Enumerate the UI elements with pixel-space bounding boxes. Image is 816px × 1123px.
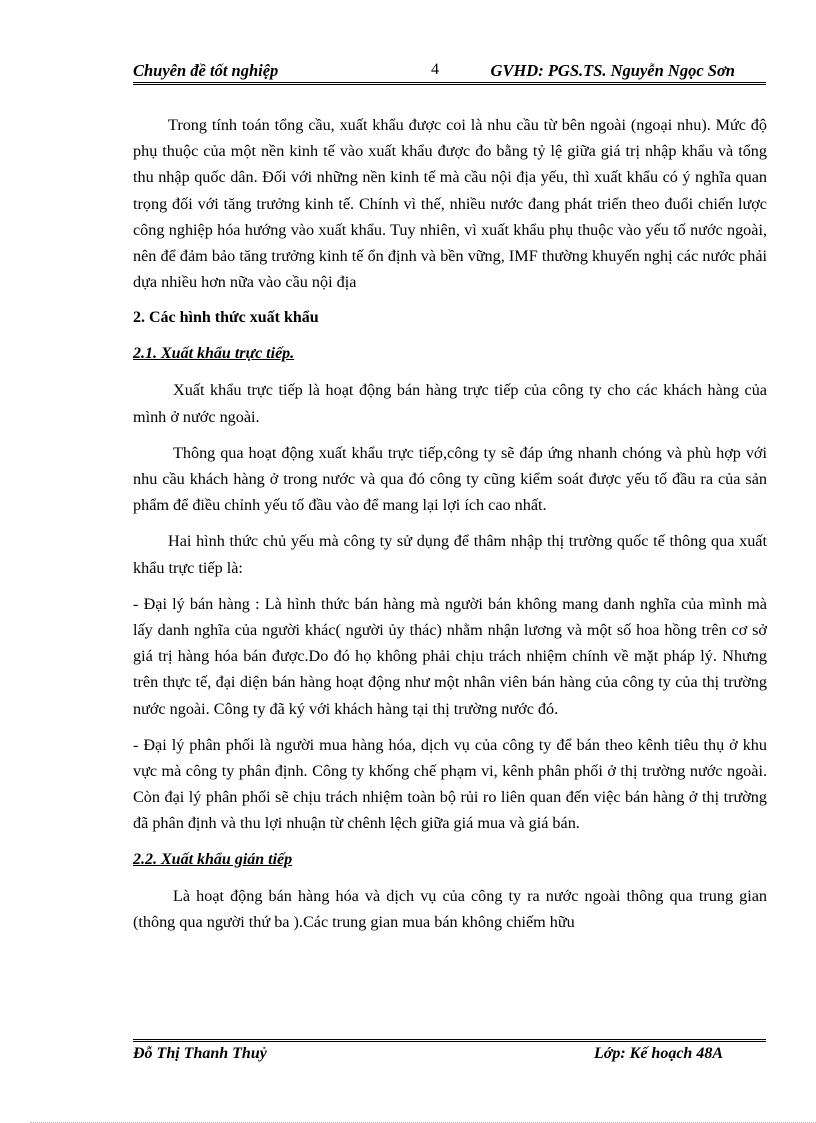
paragraph-two-forms: Hai hình thức chủ yếu mà công ty sử dụng để thâm nhập thị trường quốc tế thông qua xuất khẩu trực tiếp là: bbox=[133, 532, 767, 577]
footer-author: Đỗ Thị Thanh Thuỷ bbox=[133, 1045, 267, 1062]
page-header bbox=[133, 58, 765, 82]
page-number: 4 bbox=[431, 61, 439, 78]
paragraph-direct-export-definition: Xuất khẩu trực tiếp là hoạt động bán hàng trực tiếp của công ty cho các khách hàng của mình ở nước ngoài. bbox=[133, 381, 767, 426]
header-rule bbox=[133, 82, 766, 85]
section-heading-2-1: 2.1. Xuất khẩu trực tiếp. bbox=[133, 345, 295, 363]
page-footer bbox=[133, 1045, 765, 1069]
paragraph-sales-agent: - Đại lý bán hàng : Là hình thức bán hàng mà người bán không mang danh nghĩa của mình mà lấy danh nghĩa của người khác( người ủy thác) nhằm nhận lương và một số hoa hồng trên cơ sở giá trị hàng hóa bán được.Do đó họ không phải chịu trách nhiệm chính về mặt pháp lý. Nhưng trên thực tế, đại diện bán hàng hoạt động như một nhân viên bán hàng của công ty của thị trường nước ngoài. Công ty đã ký với khách hàng tại thị trường nước đó. bbox=[133, 594, 767, 718]
paragraph-indirect-export: Là hoạt động bán hàng hóa và dịch vụ của công ty ra nước ngoài thông qua trung gian (thông qua người thứ ba ).Các trung gian mua bán không chiếm hữu bbox=[133, 886, 767, 931]
header-title: Chuyên đề tốt nghiệp bbox=[133, 61, 279, 80]
section-heading-2-2: 2.2. Xuất khẩu gián tiếp bbox=[133, 850, 293, 868]
paragraph-direct-export-benefits: Thông qua hoạt động xuất khẩu trực tiếp,công ty sẽ đáp ứng nhanh chóng và phù hợp với nhu cầu khách hàng ở trong nước và qua đó công ty cũng kiểm soát được yếu tố đầu ra của sản phẩm để điều chỉnh yếu tố đầu vào để mang lại lợi ích cao nhất. bbox=[133, 443, 767, 515]
section-heading-2: 2. Các hình thức xuất khẩu bbox=[133, 309, 319, 327]
paragraph-distributor: - Đại lý phân phối là người mua hàng hóa, dịch vụ của công ty để bán theo kênh tiêu thụ ở khu vực mà công ty phân định. Công ty khống chế phạm vi, kênh phân phối ở thị trường nước ngoài. Còn đại lý phân phối sẽ chịu trách nhiệm toàn bộ rủi ro liên quan đến việc bán hàng ở thị trường đã phân định và thu lợi nhuận từ chênh lệch giữa giá mua và giá bán. bbox=[133, 735, 767, 833]
paragraph-aggregate-demand: Trong tính toán tổng cầu, xuất khẩu được coi là nhu cầu từ bên ngoài (ngoại nhu). Mức độ phụ thuộc của một nền kinh tế vào xuất khẩu được đo bằng tỷ lệ giữa giá trị nhập khẩu và tổng thu nhập quốc dân. Đối với những nền kinh tế mà cầu nội địa yếu, thì xuất khẩu có ý nghĩa quan trọng đối với tăng trưởng kinh tế. Chính vì thế, nhiều nước đang phát triển theo đuổi chiến lược công nghiệp hóa hướng vào xuất khẩu. Tuy nhiên, vì xuất khẩu phụ thuộc vào yếu tố nước ngoài, nên để đảm bảo tăng trưởng kinh tế ổn định và bền vững, IMF thường khuyến nghị các nước phải dựa nhiều hơn nữa vào cầu nội địa bbox=[133, 116, 767, 292]
header-advisor: GVHD: PGS.TS. Nguyễn Ngọc Sơn bbox=[490, 61, 735, 80]
footer-class: Lớp: Kế hoạch 48A bbox=[593, 1045, 723, 1062]
page-content bbox=[133, 112, 767, 935]
footer-rule bbox=[133, 1039, 766, 1042]
